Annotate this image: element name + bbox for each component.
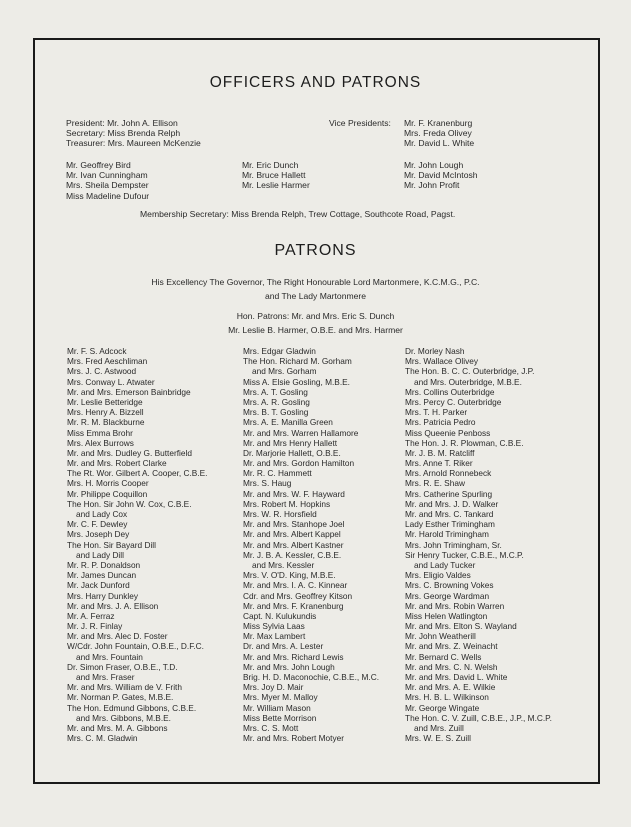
patron-entry: Mr. J. R. Finlay	[67, 621, 123, 632]
patron-entry: Mrs. Collins Outerbridge	[405, 386, 495, 397]
patrons-column-2	[243, 346, 379, 743]
patron-entry: Mrs. Catherine Spurling	[405, 488, 493, 499]
patron-entry: Miss Queenie Penboss	[405, 427, 491, 438]
patron-entry: and Mrs. Gorham	[252, 366, 317, 377]
patron-entry: Mr. and Mrs. Robert Clarke	[67, 458, 167, 469]
patron-entry: Mr. R. C. Hammett	[243, 468, 312, 479]
patron-entry: Mr. Philippe Coquillon	[67, 488, 148, 499]
patron-entry: Mrs. George Wardman	[405, 590, 490, 601]
patron-entry: Mr. and Mrs. John Lough	[243, 661, 335, 672]
governor-line-2: and The Lady Martonmere	[264, 291, 367, 301]
patron-entry: Mr. and Mrs. J. D. Walker	[405, 498, 499, 509]
officers-left-block	[66, 118, 201, 149]
patron-entry: Mrs. Robert M. Hopkins	[243, 498, 331, 509]
patron-entry: Mrs. C. M. Gladwin	[67, 733, 138, 744]
patron-entry: Miss Sylvia Laas	[243, 621, 305, 632]
patron-entry: Mrs. B. T. Gosling	[243, 407, 309, 418]
officers-title: OFFICERS AND PATRONS	[209, 74, 422, 91]
patron-entry: Mr. and Mrs. C. N. Welsh	[405, 661, 498, 672]
vice-presidents-label: Vice Presidents:	[329, 118, 391, 128]
patron-entry: Mr. J. B. M. Ratcliff	[405, 447, 475, 458]
patron-entry: Mr. and Mrs. Gordon Hamilton	[243, 458, 355, 469]
patron-entry: Mr. and Mrs. F. Kranenburg	[243, 600, 344, 611]
patron-entry: Mr. and Mrs Henry Hallett	[243, 437, 338, 448]
patron-entry: Sir Henry Tucker, C.B.E., M.C.P.	[405, 549, 524, 560]
committee-member: Mr. Ivan Cunningham	[66, 170, 148, 181]
patron-entry: Dr. Simon Fraser, O.B.E., T.D.	[67, 661, 178, 672]
patron-entry: Mrs. R. E. Shaw	[405, 478, 465, 489]
patron-entry: Mrs. Arnold Ronnebeck	[405, 468, 492, 479]
patron-entry: Mrs. Patricia Pedro	[405, 417, 476, 428]
patron-entry: Dr. Morley Nash	[405, 346, 465, 356]
patron-entry: Mrs. W. R. Horsfield	[243, 509, 317, 519]
patron-entry: Mrs. Anne T. Riker	[405, 458, 473, 469]
patron-entry: Mrs. Fred Aeschliman	[67, 356, 148, 367]
patron-entry: Mrs. W. E. S. Zuill	[405, 733, 471, 744]
patron-entry: and Lady Tucker	[414, 559, 476, 570]
patron-entry: Mrs. H. B. L. Wilkinson	[405, 692, 489, 703]
patron-entry: Mrs. Harry Dunkley	[67, 590, 138, 601]
vice-president: Mrs. Freda Olivey	[404, 128, 472, 139]
patron-entry: Mr. Norman P. Gates, M.B.E.	[67, 692, 174, 703]
patron-entry: The Hon. Sir John W. Cox, C.B.E.	[67, 498, 192, 509]
patron-entry: The Hon. Edmund Gibbons, C.B.E.	[67, 702, 197, 713]
patron-entry: Mrs. V. O'D. King, M.B.E.	[243, 570, 336, 581]
patron-entry: Mr. and Mrs. Emerson Bainbridge	[67, 386, 191, 397]
committee-member: Mr. Leslie Harmer	[242, 180, 310, 191]
committee-col1	[66, 160, 149, 201]
patron-entry: Mr. and Mrs. Robert Motyer	[243, 733, 344, 744]
patron-entry: Mr. and Mrs. Dudley G. Butterfield	[67, 447, 192, 458]
patron-entry: Mr. John Weatherill	[405, 631, 476, 642]
patron-entry: Mr. Leslie Betteridge	[67, 396, 143, 407]
patron-entry: The Hon. B. C. C. Outerbridge, J.P.	[405, 366, 535, 377]
vice-president: Mr. David L. White	[404, 138, 475, 149]
patron-entry: Mrs. John Trimingham, Sr.	[405, 539, 502, 550]
committee-member: Mrs. Sheila Dempster	[66, 180, 149, 191]
patron-entry: Mr. and Mrs. Stanhope Joel	[243, 519, 345, 530]
patron-entry: Mr. and Mrs. Richard Lewis	[243, 651, 344, 662]
patron-entry: Mrs. A. T. Gosling	[243, 386, 308, 397]
patron-entry: and Mrs. Fountain	[76, 651, 143, 662]
patron-entry: Miss Helen Watlington	[405, 610, 488, 621]
patron-entry: Mrs. H. Morris Cooper	[67, 478, 149, 489]
patron-entry: Mr. George Wingate	[405, 702, 480, 713]
committee-member: Miss Madeline Dufour	[66, 190, 150, 201]
patron-entry: Mrs. A. E. Manilla Green	[243, 417, 333, 428]
committee-member: Mr. Geoffrey Bird	[66, 160, 131, 170]
patron-entry: Mrs. Joseph Dey	[67, 529, 130, 540]
membership-secretary: Membership Secretary: Miss Brenda Relph, Trew Cottage, Southcote Road, Pagst.	[140, 209, 456, 219]
patron-entry: Miss A. Elsie Gosling, M.B.E.	[243, 376, 350, 387]
patron-entry: Mrs. T. H. Parker	[405, 407, 468, 418]
officer-line: Secretary: Miss Brenda Relph	[66, 128, 181, 139]
patron-entry: Mr. William Mason	[243, 702, 311, 713]
officer-line: President: Mr. John A. Ellison	[66, 118, 178, 128]
patron-entry: and Mrs. Kessler	[252, 559, 315, 570]
patron-entry: Mr. Max Lambert	[243, 631, 306, 642]
committee-member: Mr. John Profit	[404, 180, 460, 191]
patron-entry: Mrs. A. R. Gosling	[243, 396, 310, 407]
patron-entry: Mr. and Mrs. Elton S. Wayland	[405, 621, 517, 632]
patron-entry: Mr. Harold Trimingham	[405, 529, 489, 540]
patron-entry: Cdr. and Mrs. Geoffrey Kitson	[243, 590, 353, 601]
patron-entry: Miss Bette Morrison	[243, 712, 317, 723]
committee-col3	[404, 160, 478, 191]
patrons-column-3	[405, 346, 552, 743]
patron-entry: Mr. James Duncan	[67, 570, 137, 581]
patron-entry: Mrs. Henry A. Bizzell	[67, 407, 144, 418]
patron-entry: Mr. A. Ferraz	[67, 610, 115, 621]
patron-entry: Mr. and Mrs. William de V. Frith	[67, 682, 182, 693]
patron-entry: Mr. and Mrs. Z. Weinacht	[405, 641, 498, 652]
committee-member: Mr. Bruce Hallett	[242, 170, 306, 181]
patron-entry: Mrs. Alex Burrows	[67, 437, 134, 448]
patron-entry: Dr. Marjorie Hallett, O.B.E.	[243, 447, 341, 458]
patron-entry: The Hon. Sir Bayard Dill	[67, 539, 156, 550]
patron-entry: Mrs. S. Haug	[243, 478, 292, 489]
patron-entry: Mrs. Wallace Olivey	[405, 356, 478, 367]
patron-entry: Mr. F. S. Adcock	[67, 346, 127, 356]
patron-entry: Mr. Bernard C. Wells	[405, 651, 482, 662]
patron-entry: Mr. and Mrs. I. A. C. Kinnear	[243, 580, 348, 591]
patron-entry: and Mrs. Gibbons, M.B.E.	[76, 712, 171, 723]
patron-entry: Mrs. C. S. Mott	[243, 722, 299, 733]
patron-entry: Mrs. Percy C. Outerbridge	[405, 396, 502, 407]
patron-entry: Mr. C. F. Dewley	[67, 519, 128, 530]
patron-entry: Mr. and Mrs. Albert Kastner	[243, 539, 344, 550]
patrons-title: PATRONS	[274, 242, 357, 259]
patron-entry: Mr. and Mrs. A. E. Wilkie	[405, 682, 496, 693]
patron-entry: Mr. and Mrs. Albert Kappel	[243, 529, 341, 540]
patrons-column-1	[67, 346, 208, 743]
committee-member: Mr. David McIntosh	[404, 170, 478, 181]
patron-entry: Mr. and Mrs. J. A. Ellison	[67, 600, 159, 611]
patron-entry: Mr. J. B. A. Kessler, C.B.E.	[243, 549, 342, 560]
patron-entry: and Mrs. Fraser	[76, 672, 135, 682]
committee-member: Mr. John Lough	[404, 160, 464, 170]
patron-entry: Mr. and Mrs. Warren Hallamore	[243, 427, 359, 438]
patron-entry: Dr. and Mrs. A. Lester	[243, 641, 324, 652]
patron-entry: Brig. H. D. Maconochie, C.B.E., M.C.	[243, 672, 380, 682]
patron-entry: Mr. and Mrs. M. A. Gibbons	[67, 722, 168, 733]
patron-entry: W/Cdr. John Fountain, O.B.E., D.F.C.	[67, 641, 204, 652]
committee-col2	[242, 160, 310, 191]
patron-entry: and Lady Dill	[76, 549, 124, 560]
patron-entry: Mr. and Mrs. C. Tankard	[405, 509, 494, 519]
patron-entry: Mrs. Myer M. Malloy	[243, 692, 318, 703]
patron-entry: Miss Emma Brohr	[67, 427, 133, 438]
patron-entry: Mr. R. P. Donaldson	[67, 559, 141, 570]
patron-entry: Lady Esther Trimingham	[405, 519, 495, 530]
patron-entry: Mr. and Mrs. W. F. Hayward	[243, 488, 345, 499]
patron-entry: Mrs. J. C. Astwood	[67, 366, 137, 377]
patron-entry: and Lady Cox	[76, 509, 128, 519]
hon-patrons-line: Hon. Patrons: Mr. and Mrs. Eric S. Dunch	[236, 311, 395, 321]
patron-entry: Mr. and Mrs. Robin Warren	[405, 600, 505, 611]
patron-entry: Mr. R. M. Blackburne	[67, 417, 145, 428]
hon-patrons-line-2: Mr. Leslie B. Harmer, O.B.E. and Mrs. Harmer	[228, 325, 403, 335]
patron-entry: Mrs. Joy D. Mair	[243, 682, 304, 693]
patron-entry: Mrs. C. Browning Vokes	[405, 580, 494, 591]
officer-line: Treasurer: Mrs. Maureen McKenzie	[66, 138, 201, 149]
patron-entry: The Rt. Wor. Gilbert A. Cooper, C.B.E.	[67, 468, 208, 479]
patron-entry: and Mrs. Zuill	[414, 722, 464, 733]
vice-presidents-list	[404, 118, 474, 149]
patron-entry: Mr. and Mrs. Alec D. Foster	[67, 631, 168, 642]
patron-entry: The Hon. C. V. Zuill, C.B.E., J.P., M.C.P.	[405, 712, 552, 723]
patron-entry: Mrs. Eligio Valdes	[405, 570, 471, 581]
committee-member: Mr. Eric Dunch	[242, 160, 299, 170]
patron-entry: The Hon. Richard M. Gorham	[243, 356, 352, 367]
patron-entry: The Hon. J. R. Plowman, C.B.E.	[405, 437, 524, 448]
governor-line: His Excellency The Governor, The Right Honourable Lord Martonmere, K.C.M.G., P.C.	[151, 277, 480, 287]
patron-entry: Capt. N. Kulukundis	[243, 610, 317, 621]
patron-entry: Mr. Jack Dunford	[67, 580, 130, 591]
patron-entry: Mr. and Mrs. David L. White	[405, 672, 508, 682]
patron-entry: Mrs. Edgar Gladwin	[243, 346, 316, 356]
vice-president: Mr. F. Kranenburg	[404, 118, 473, 128]
patron-entry: and Mrs. Outerbridge, M.B.E.	[414, 376, 522, 387]
patron-entry: Mrs. Conway L. Atwater	[67, 376, 155, 387]
